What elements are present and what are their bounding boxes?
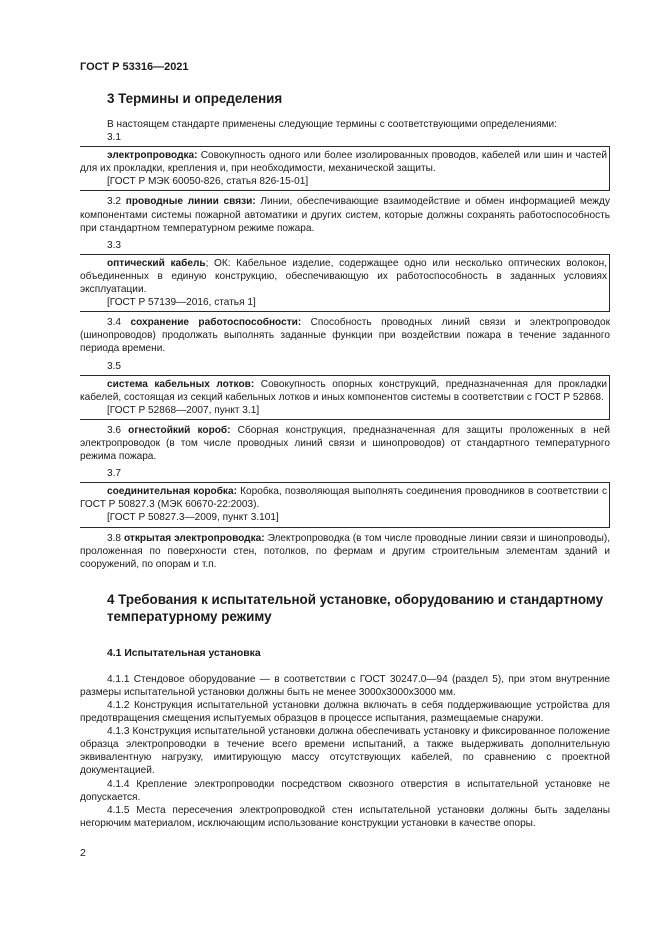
term-3-6-text [80, 424, 610, 463]
term-3-4-term: сохранение работоспособности: [130, 317, 302, 329]
term-3-7-text [80, 485, 607, 511]
term-3-8-term: открытая электропроводка: [124, 532, 265, 544]
subsection-4-1-title: 4.1 Испытательная установка [107, 647, 261, 659]
term-3-5-reference: [ГОСТ Р 52868—2007, пункт 3.1] [107, 404, 260, 416]
term-3-7-term: соединительная коробка: [107, 486, 237, 498]
term-3-5-term: система кабельных лотков: [107, 378, 255, 390]
section-4-title: 4 Требования к испытательной установке, оборудованию и стандартному температурному режиму [107, 591, 604, 624]
paragraph-4-1-2: 4.1.2 Конструкция испытательной установки должна включать в себя поддерживающие устройства для предотвращения смещения испытуемых образцов в процессе испытания, размещаемые снаружи. [80, 700, 610, 725]
term-3-4-text [80, 316, 610, 355]
term-3-7-reference: [ГОСТ Р 50827.3—2009, пункт 3.101] [107, 512, 279, 524]
term-3-5-text [80, 378, 607, 404]
term-3-6-term: огнестойкий короб: [128, 424, 231, 436]
term-3-8-text [80, 532, 610, 571]
paragraph-4-1-3: 4.1.3 Конструкция испытательной установки должна обеспечивать установку и фиксированное положение образца электропроводки в течение всего времени испытаний, а также выдерживать дополнительную эквивалентную нагрузку, имитирующую массу отсутствующих кабелей, по сравнению с проектной документацией. [80, 726, 610, 777]
term-3-3-definition: ; ОК: Кабельное изделие, содержащее одно или несколько оптических волокон, объединенных в единую конструкцию, обеспечивающую их работоспособность в заданных условиях эксплуатации. [80, 257, 607, 296]
paragraph-4-1-5: 4.1.5 Места пересечения электропроводкой стен испытательной установки должны быть заделаны негорючим материалом, исключающим использование конструкции установки в качестве опоры. [80, 804, 610, 829]
term-3-6-definition: Сборная конструкция, предназначенная для защиты проложенных в ней электропроводок (в том числе проводных линий связи и шинопроводов) от стандартного температурного режима пожара. [80, 424, 610, 463]
term-3-3-box [80, 254, 610, 312]
term-3-3-term: оптический кабель [107, 257, 206, 269]
term-3-1-reference: [ГОСТ Р МЭК 60050-826, статья 826-15-01] [107, 176, 309, 188]
term-3-1-term: электропроводка: [107, 150, 198, 162]
term-3-1-text [80, 149, 607, 175]
document-id-header: ГОСТ Р 53316—2021 [80, 61, 189, 73]
term-3-7-definition: Коробка, позволяющая выполнять соединения проводников в соответствии с ГОСТ Р 50827.3 (МЭК 60670-22:2003). [80, 486, 607, 511]
term-3-1-definition: Совокупность одного или более изолированных проводов, кабелей или шин и частей для их прокладки, крепления и, при необходимости, механической защиты. [80, 150, 607, 175]
term-3-5-number: 3.5 [107, 360, 122, 372]
term-3-1-box [80, 146, 610, 191]
term-3-4-definition: Способность проводных линий связи и электропроводок (шинопроводов) продолжать выполнять заданные функции при воздействии пожара в течение заданного периода времени. [80, 317, 610, 355]
page-number: 2 [80, 847, 86, 859]
term-3-8-definition: Электропроводка (в том числе проводные линии связи и шинопроводы), проложенная по поверхности стен, потолков, по фермам и другим строительным элементам зданий и сооружений, по опорам и т.п. [80, 532, 610, 570]
paragraph-4-1-4: 4.1.4 Крепление электропроводки посредством сквозного отверстия в испытательной установке не допускается. [80, 778, 610, 803]
term-3-2-text [80, 195, 610, 234]
term-3-4-number: 3.4 [107, 317, 131, 329]
term-3-3-reference: [ГОСТ Р 57139—2016, статья 1] [107, 297, 256, 309]
term-3-8-number: 3.8 [107, 532, 124, 544]
term-3-6-number: 3.6 [107, 424, 129, 436]
term-3-2-term: проводные линии связи: [125, 196, 256, 208]
term-3-2-number: 3.2 [107, 196, 126, 208]
paragraph-4-1-1: 4.1.1 Стендовое оборудование — в соответствии с ГОСТ 30247.0—94 (раздел 5), при этом внутренние размеры испытательной установки должны быть не менее 3000x3000x3000 мм. [80, 673, 610, 698]
term-3-7-box [80, 482, 610, 527]
term-3-1-number: 3.1 [107, 132, 122, 144]
term-3-7-number: 3.7 [107, 468, 122, 480]
section-3-title: 3 Термины и определения [107, 91, 283, 106]
term-3-5-box [80, 375, 610, 420]
term-3-2-definition: Линии, обеспечивающие взаимодействие и обмен информацией между компонентами системы пожарной автоматики и других систем, которые должны сохранять работоспособность при стандартном температурном режиме пожара. [80, 196, 610, 234]
term-3-3-text [80, 257, 607, 296]
term-3-5-definition: Совокупность опорных конструкций, предназначенная для прокладки кабелей, состоящая из секций кабельных лотков и иных компонентов системы в соответствии с ГОСТ Р 52868. [80, 378, 607, 403]
page-content [80, 90, 610, 830]
section-3-intro: В настоящем стандарте применены следующие термины с соответствующими определениями: [107, 119, 557, 130]
term-3-3-number: 3.3 [107, 239, 122, 251]
